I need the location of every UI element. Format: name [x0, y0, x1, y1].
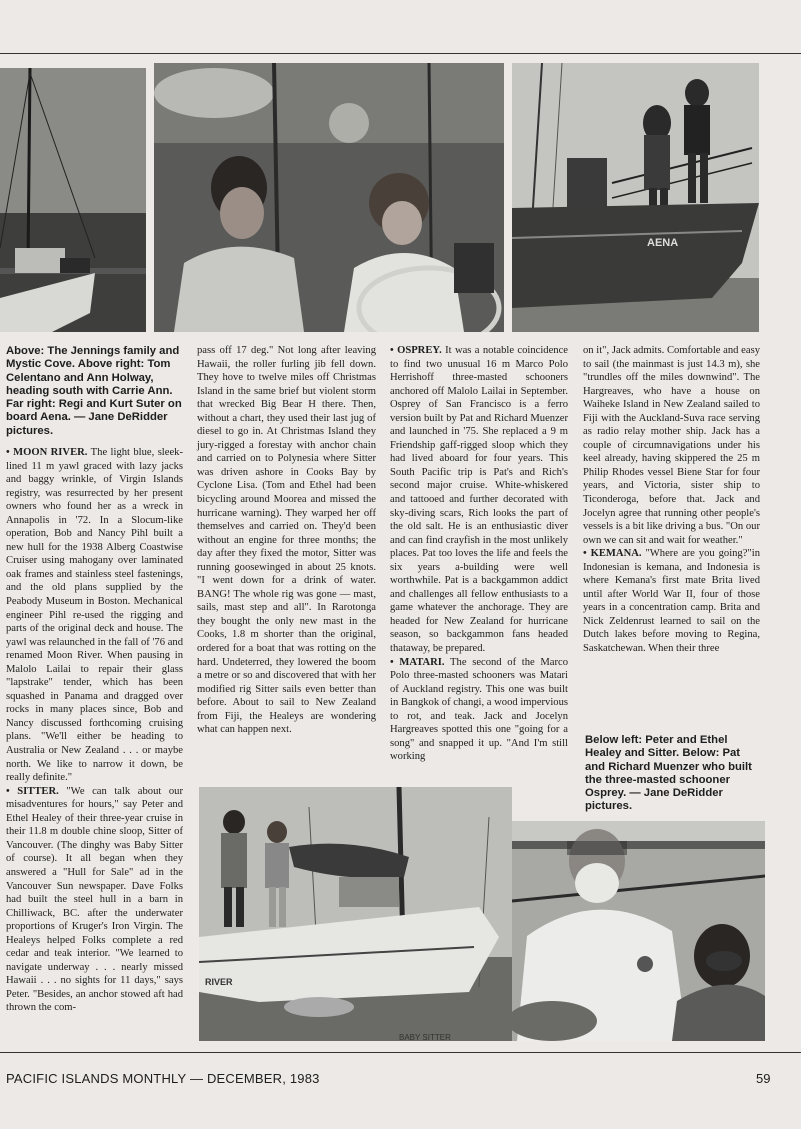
entry-heading: • MOON RIVER.	[6, 447, 88, 458]
entry-text: on it", Jack admits. Comfortable and easy to sail (the mainmast is just 14.3 m), she "trundles off the miles downwind". The Hargreaves, who have a house on Waiheke Island in New Zealand sailed to Fiji with the Auckland-Suva race serving as radio relay mother ship. Jack has a couple of circumnavigations under his keel already, having skippered the 25 m Philip Rhodes vessel Biene Star for four years, and Victoria, sister ship to Ticonderoga, before that. Jack and Jocelyn agree that running other people's vessels is a bit like driving a bus. "On our own we can sit and wait for weather."	[583, 345, 760, 546]
article-column-4	[583, 344, 760, 656]
aena-hull-name: AENA	[647, 237, 679, 249]
bottom-rule	[0, 1052, 801, 1053]
entry-kemana	[583, 547, 760, 655]
entry-text: "We can talk about our misadventures for hours," say Peter and Ethel Healey of their three-year cruise in their 11.8 m double chine sloop, Sitter of Vancouver. (The dinghy was Baby Sitter of course). It all began when they answered a "Hull for Sale" ad in the Vancouver Sun newspaper. Dave Folks had built the steel hull in a barn in Chilliwack, BC. after the underwater proportions of Kruger's Iron Virgin. The Healeys helped Folks complete a red cedar and teak interior. "We learned to navigate underway . . . nearly missed Hawaii . . . no sights for 11 days," says Peter. "Besides, an anchor stowed aft had thrown the com-	[6, 785, 183, 1014]
photo-healeys-sitter	[199, 787, 512, 1041]
top-photo-caption: Above: The Jennings family and Mystic Cove. Above right: Tom Celentano and Ann Holway, heading south with Carrie Ann. Far right: Regi and Kurt Suter on board Aena. — Jane DeRidder pictures.	[6, 345, 182, 437]
photo-aena-bow	[512, 63, 759, 332]
entry-matari	[390, 656, 568, 764]
article-column-3	[390, 344, 568, 764]
entry-sitter	[6, 785, 183, 1015]
footer-publication: PACIFIC ISLANDS MONTHLY — DECEMBER, 1983	[6, 1071, 320, 1086]
entry-matari-continued	[583, 344, 760, 547]
article-column-2	[197, 344, 376, 737]
entry-text: It was a notable coincidence to find two unusual 16 m Marco Polo Herrishoff three-masted schooners anchored off Malolo Lailai in September. Osprey of San Francisco is a ferro version built by Pat and Richard Muenzer and launched in '75. She replaced a 9 m Friendship gaff-rigged sloop which they had lived aboard for four years. This South Pacific trip is Pat's and Rich's second major cruise. White-whiskered and tattooed and further decorated with sky-diving scars, Rich looks the part of the old salt. He is an enthusiastic diver and can find crayfish in the most unlikely places. Pat too loves the life and feels the six years a-building were well worthwhile. Pat is a backgammon addict and challenges all fellow enthusiasts to a game whatever the anchorage. They are headed for New Zealand for hurricane season, so backgammon fans headed thataway, be prepared.	[390, 345, 568, 655]
page-number: 59	[756, 1071, 771, 1086]
entry-heading: • SITTER.	[6, 785, 59, 797]
entry-heading: • KEMANA.	[583, 548, 642, 560]
top-rule	[0, 53, 801, 54]
entry-text: The light blue, sleek-lined 11 m yawl graced with lazy jacks and baggy wrinkle, of Virgin Islands registry, was resurrected by her present owners who found her as a wreck in Annapolis in '72. In a Slocum-like operation, Bob and Nancy Pihl built a new hull for the 1938 Alberg Coastwise Cruiser using mahogany over laminated oak frames and stainless steel fastenings, and the old plans supplied by the Peabody Museum in Boston. Mechanical engineer Pihl re-used the rigging and parts of the original deck and house. The yawl was relaunched in the fall of '76 and renamed Moon River. When pausing in Malolo Lailai to repair their glass "lapstrake" tender, which has been squashed in Panama and dragged over rocks in many places since, Bob and Nancy discussed forthcoming cruising plans. "We'll either be heading to Australia or New Zealand . . . or maybe north. We like to narrow it down, be really definite."	[6, 447, 183, 784]
entry-heading: • MATARI.	[390, 656, 445, 668]
photo-celentano-holway	[154, 63, 504, 332]
dinghy-name-text: BABY SITTER	[399, 1033, 451, 1041]
article-column-1	[6, 446, 183, 1015]
entry-text: The second of the Marco Polo three-masted schooners was Matari of Auckland registry. This one was built in Bangkok of changi, a wood impervious to rot, and teak. Jack and Jocelyn Hargreaves spotted this one "going for a song" and snapped it up. "And I'm still working	[390, 656, 569, 763]
bottom-photo-caption: Below left: Peter and Ethel Healey and Sitter. Below: Pat and Richard Muenzer who built the three-masted schooner Osprey. — Jane DeRidder pictures.	[585, 734, 752, 813]
photo-jennings-yacht	[0, 68, 146, 332]
entry-text: "Where are you going?"in Indonesian is kemana, and Indonesia is where Kemana's first mate Brita lived until after World War II, four of those years in a concentration camp. Brita and Nick Zeldenrust learned to sail on the Dutch lakes before moving to Regina, Saskatchewan. When their three	[583, 548, 760, 655]
sitter-continued-text: pass off 17 deg." Not long after leaving Hawaii, the roller furling jib fell down. They hove to twelve miles off Christmas Island in the same brief but violent storm that wrecked Big Bear H there. Then, without a chart, they used their last jug of diesel to go in. At Christmas Island they jury-rigged a forestay with anchor chain and carried on to Polynesia where Sitter was driven ashore in Cooks Bay by Cyclone Lisa. (Tom and Ethel had been bicycling around Moorea and missed the hurricane warning). They warped her off themselves and carried on. They'd been without an engine for three months; the day after they fixed the motor, Sitter was running goosewinged in about 25 knots. "I went down for a drink of water. BANG! The whole rig was gone — mast, sails, mast step and all". In Rarotonga they bought the only new mast in the Cooks, 1.8 m shorter than the original, ordered for a boat that was rotting on the hard. Undeterred, they lowered the boom a metre or so and discovered that with her modified rig Sitter sails even better than before. About to sail to New Zealand from Fiji, the Healeys are wondering what can happen next.	[197, 345, 376, 736]
entry-moon-river	[6, 446, 183, 785]
entry-heading: • OSPREY.	[390, 345, 442, 356]
photo-muenzers	[512, 821, 765, 1041]
hull-name-text: RIVER	[205, 977, 233, 987]
entry-osprey	[390, 344, 568, 656]
